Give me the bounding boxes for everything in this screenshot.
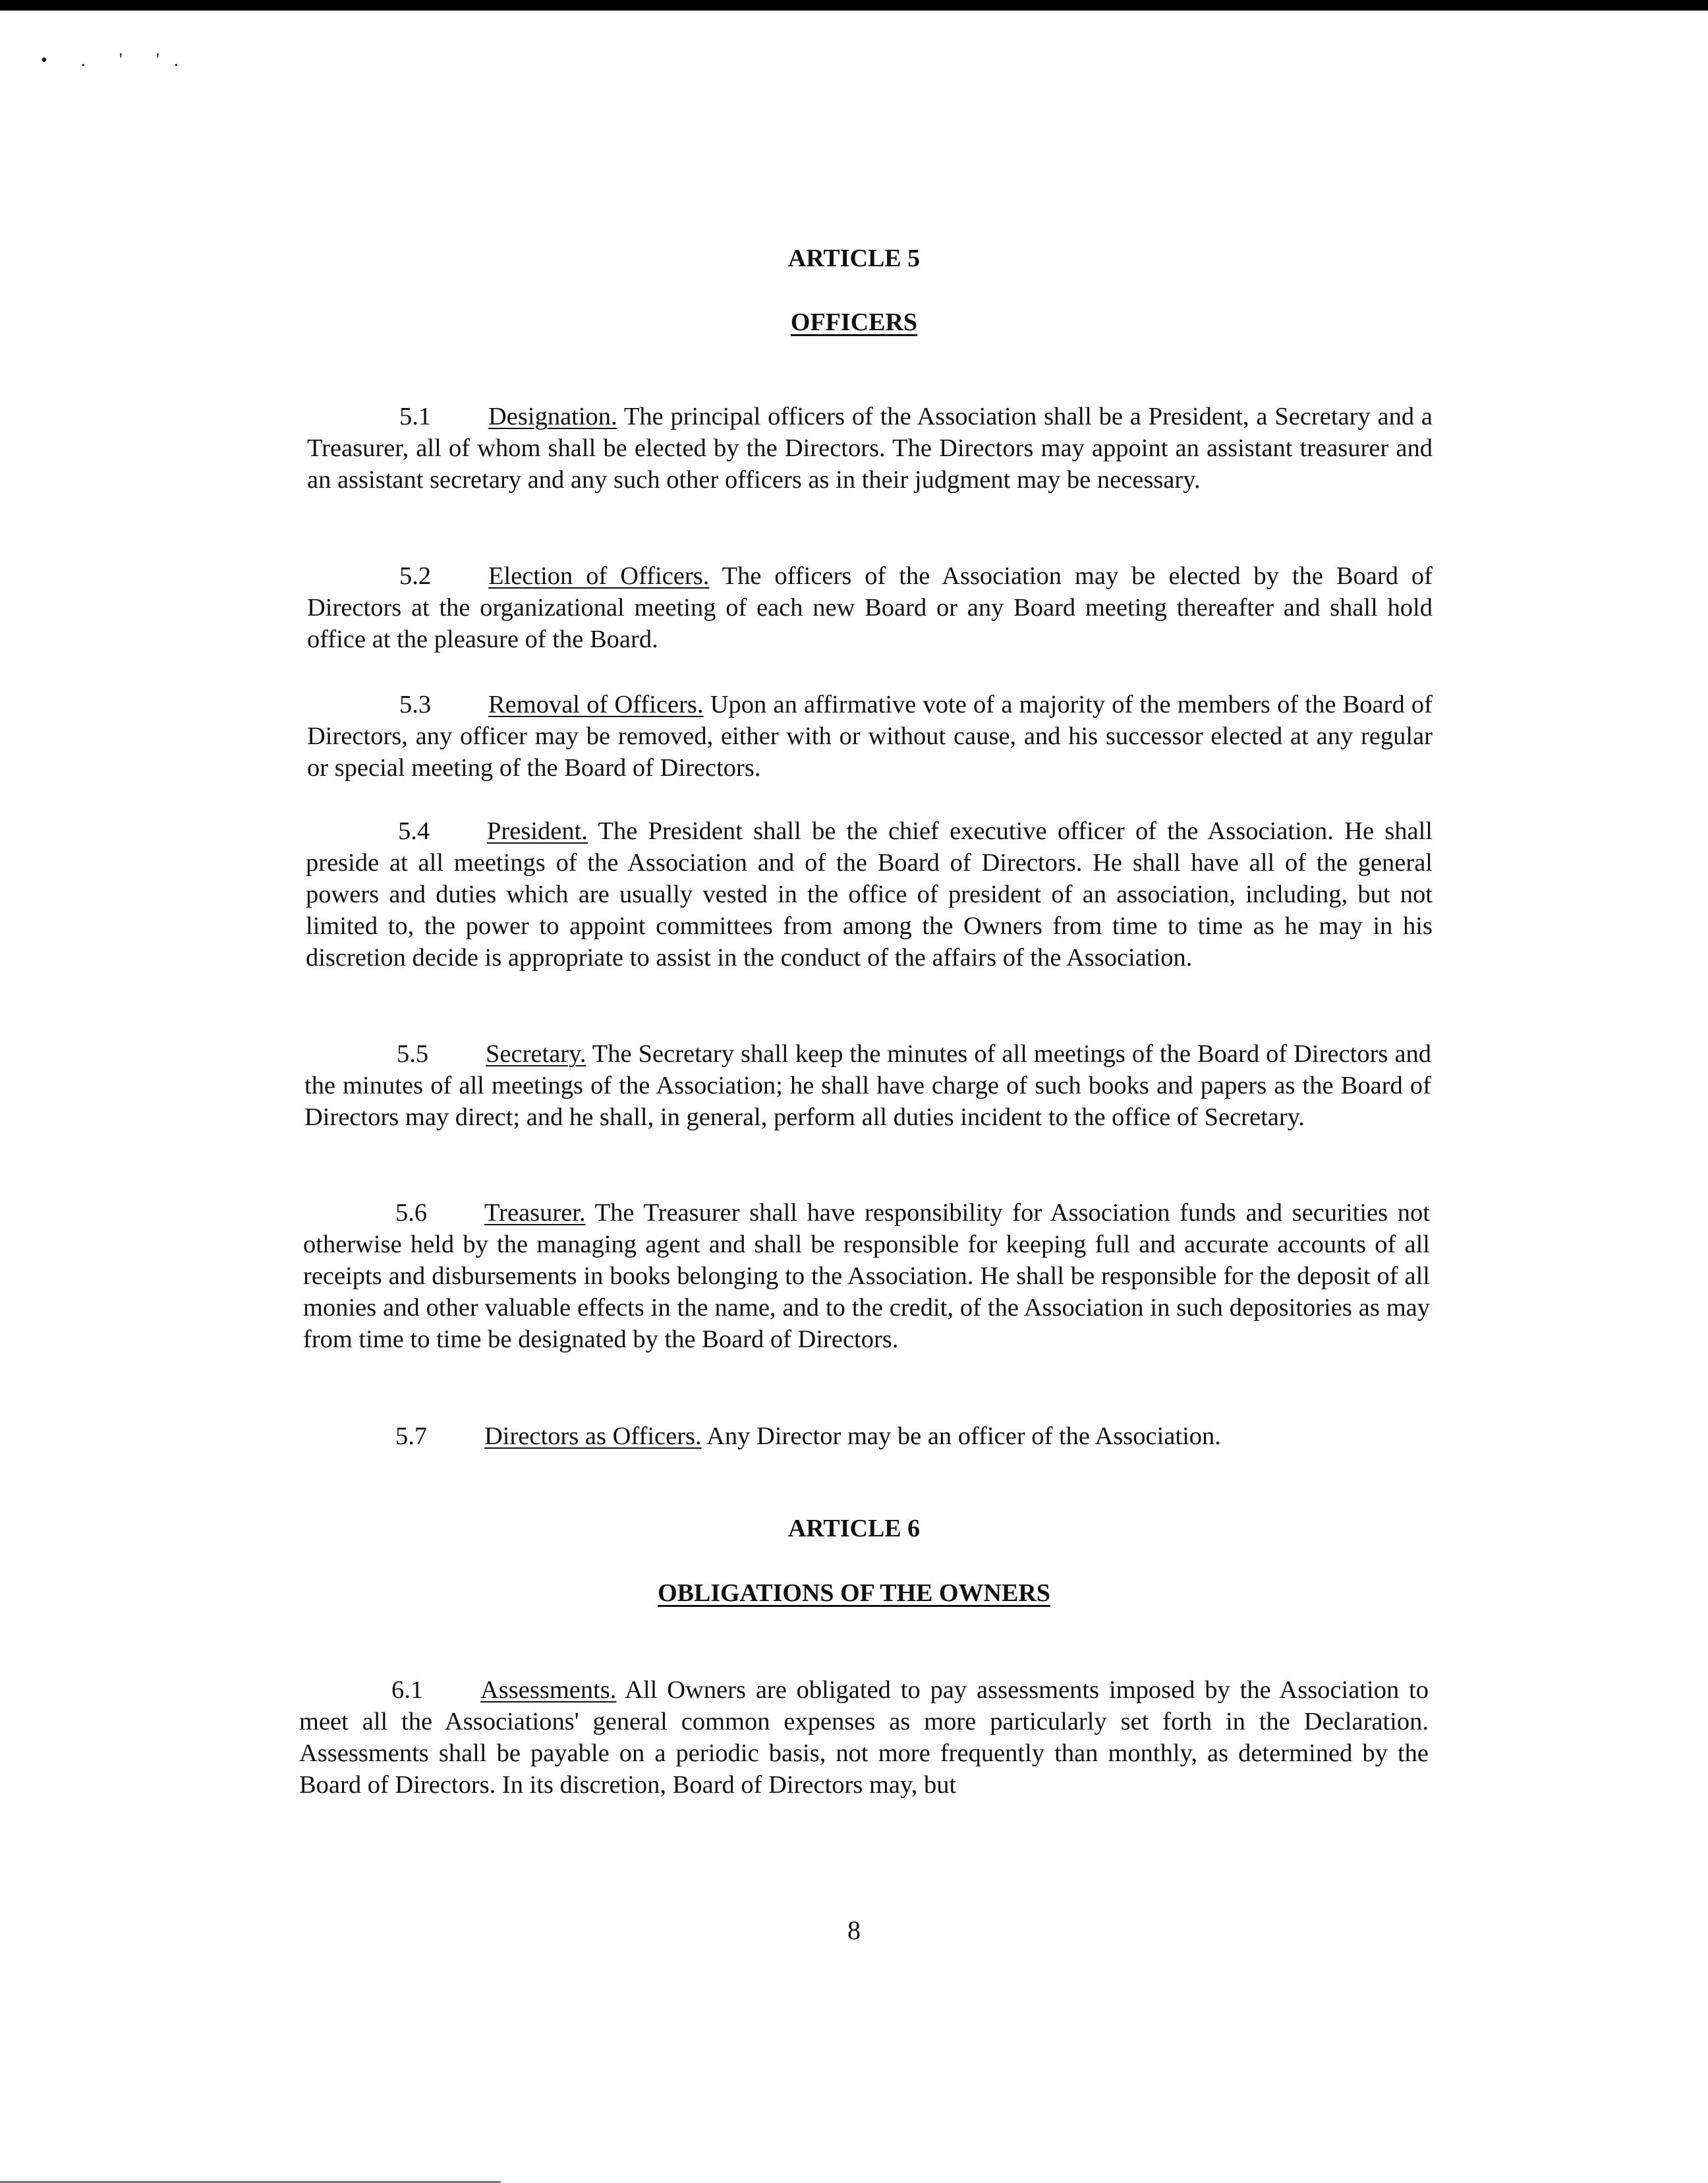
section-title: Assessments. (480, 1676, 617, 1704)
section-title: Directors as Officers. (484, 1422, 702, 1450)
section-text: The Secretary shall keep the minutes of all meetings of the Board of Directors and the minutes of all meetings of the Association; he shall have charge of such books and papers as the Board of Directors may direct; and he shall, in general, perform all duties incident to the office of Secretary. (304, 1040, 1431, 1131)
page-number: 8 (847, 1915, 861, 1945)
section-text: The President shall be the chief executive officer of the Association. He shall preside at all meetings of the Association and of the Board of Directors. He shall have all of the general powers and duties which are usually vested in the office of president of an association, including, but not limited to, the power to appoint committees from among the Owners from time to time as he may in his discretion decide is appropriate to assist in the conduct of the affairs of the Association. (306, 817, 1433, 972)
section-title: Removal of Officers. (488, 691, 704, 718)
section-5-7 (303, 1420, 1430, 1452)
article-5-heading: ARTICLE 5 (787, 245, 921, 272)
section-number: 5.7 (395, 1422, 428, 1450)
section-text: The officers of the Association may be elected by the Board of Directors at the organizational meeting of each new Board or any Board meeting thereafter and shall hold office at the pleasure of the Board. (307, 562, 1433, 653)
section-title: Designation. (488, 403, 617, 430)
section-number: 5.6 (395, 1199, 428, 1227)
section-text: All Owners are obligated to pay assessments imposed by the Association to meet all the Associations' general common expenses as more particularly set forth in the Declaration. Assessments shall be payable on a periodic basis, not more frequently than monthly, as determined by the Board of Directors. In its discretion, Board of Directors may, but (299, 1676, 1429, 1799)
section-5-6 (303, 1197, 1430, 1355)
scan-marks: • . ' '. (41, 50, 193, 71)
article-6-heading: ARTICLE 6 (787, 1515, 921, 1542)
section-number: 5.2 (399, 562, 432, 590)
section-title: Secretary. (486, 1040, 586, 1068)
section-number: 5.5 (397, 1040, 429, 1068)
section-text: The Treasurer shall have responsibility for Association funds and securities not otherwise held by the managing agent and shall be responsible for keeping full and accurate accounts of all receipts and disbursements in books belonging to the Association. He shall be responsible for the deposit of all monies and other valuable effects in the name, and to the credit, of the Association in such depositories as may from time to time be designated by the Board of Directors. (303, 1199, 1430, 1353)
section-text: Any Director may be an officer of the Association. (701, 1422, 1221, 1450)
section-title: Treasurer. (484, 1199, 586, 1227)
article-6-title: OBLIGATIONS OF THE OWNERS (658, 1579, 1050, 1607)
section-text: The principal officers of the Association shall be a President, a Secretary and a Treasurer, all of whom shall be elected by the Directors. The Directors may appoint an assistant treasurer and an assistant secretary and any such other officers as in their judgment may be necessary. (307, 403, 1433, 494)
section-5-3 (307, 689, 1433, 784)
section-text: Upon an affirmative vote of a majority of the members of the Board of Directors, any officer may be removed, either with or without cause, and his successor elected at any regular or special meeting of the Board of Directors. (307, 691, 1433, 782)
article-5-title: OFFICERS (790, 308, 918, 336)
section-title: Election of Officers. (488, 562, 710, 590)
section-number: 5.1 (399, 403, 432, 430)
scan-top-edge (0, 0, 1708, 11)
section-5-1 (307, 401, 1433, 496)
section-title: President. (487, 817, 588, 845)
section-5-2 (307, 560, 1433, 655)
section-number: 5.3 (399, 691, 432, 718)
section-6-1 (299, 1674, 1429, 1801)
section-number: 6.1 (391, 1676, 424, 1704)
section-number: 5.4 (398, 817, 430, 845)
section-5-4 (306, 815, 1433, 974)
section-5-5 (304, 1038, 1431, 1133)
